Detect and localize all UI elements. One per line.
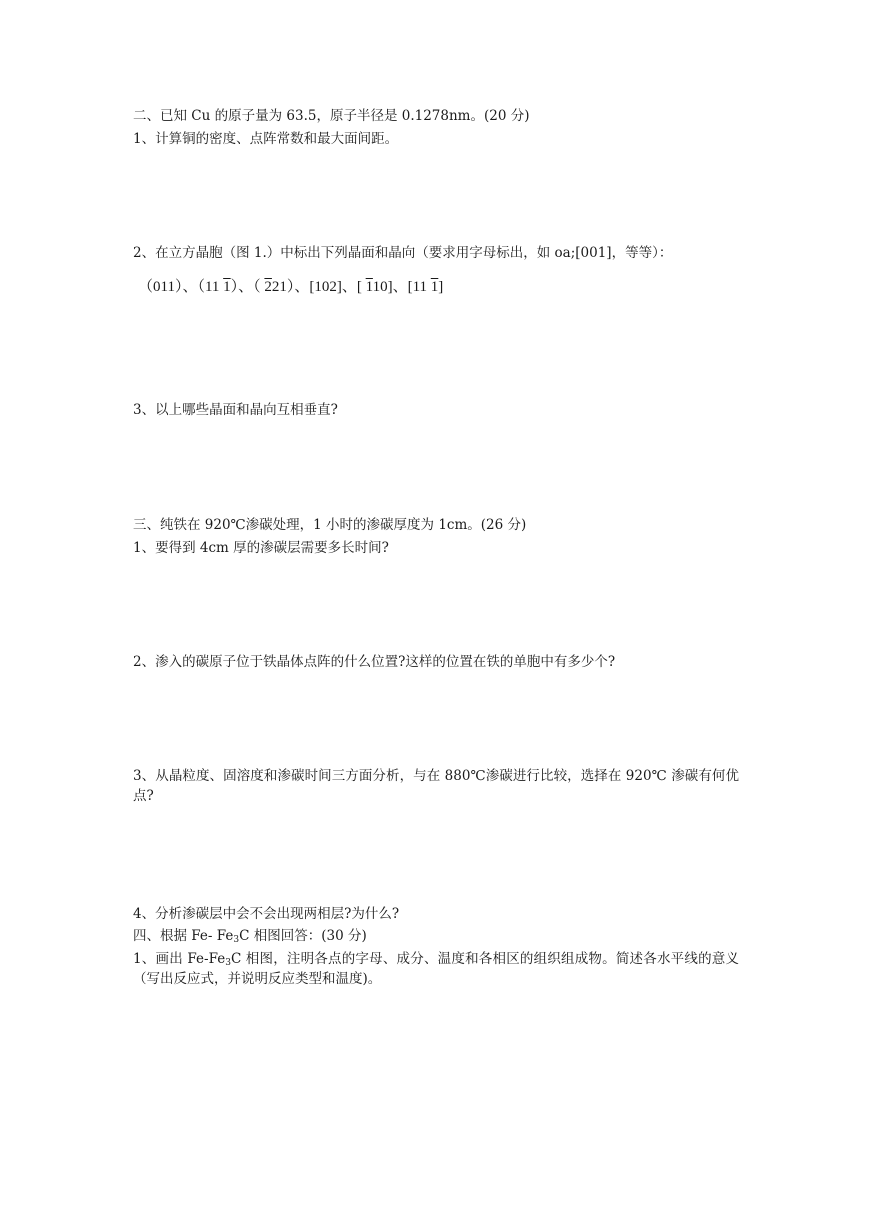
miller-index-part: 10]、[11 [372, 279, 431, 295]
subscript: 3 [225, 958, 231, 968]
subscript: 3 [233, 935, 240, 945]
section-3-question-4: 4、分析渗碳层中会不会出现两相层?为什么? [133, 906, 400, 922]
section-4-heading [133, 926, 367, 946]
section-3-question-1: 1、要得到 4cm 厚的渗碳层需要多长时间? [133, 540, 389, 556]
section-2-question-3: 3、以上哪些晶面和晶向互相垂直? [133, 402, 338, 418]
section-2-question-2: 2、在立方晶胞（图 1.）中标出下列晶面和晶向（要求用字母标出，如 oa;[001]，等等）： [133, 245, 673, 261]
miller-index-part: 21）、[102]、[ [271, 279, 366, 295]
overbar-digit: 1 [430, 279, 439, 295]
miller-index-part: ）、（ [230, 279, 265, 295]
section-2-question-1: 1、计算铜的密度、点阵常数和最大面间距。 [133, 131, 399, 147]
miller-indices-list [138, 277, 443, 297]
overbar-digit: 1 [365, 279, 373, 295]
section-4-question-1 [133, 949, 739, 989]
overbar-digit: 1 [223, 279, 231, 295]
heading-text: C 相图回答：(30 分) [239, 928, 367, 944]
overbar-digit: 2 [264, 279, 272, 295]
miller-index-part: （011）、（11 [138, 279, 224, 295]
question-text: C 相图，注明各点的字母、成分、温度和各相区的组织组成物。简述各水平线的意义（写出反应式，并说明反应类型和温度)。 [133, 951, 739, 987]
section-3-heading: 三、纯铁在 920℃渗碳处理，1 小时的渗碳厚度为 1cm。(26 分) [133, 517, 527, 533]
question-text: 1、画出 Fe-Fe [133, 951, 226, 967]
miller-index-part: ] [438, 279, 444, 295]
section-3-question-2: 2、渗入的碳原子位于铁晶体点阵的什么位置?这样的位置在铁的单胞中有多少个? [133, 654, 616, 670]
heading-text: 四、根据 Fe- Fe [133, 928, 234, 944]
section-3-question-3: 3、从晶粒度、固溶度和渗碳时间三方面分析，与在 880℃渗碳进行比较，选择在 920℃ 渗碳有何优点? [133, 768, 739, 804]
section-2-heading: 二、已知 Cu 的原子量为 63.5，原子半径是 0.1278nm。(20 分) [133, 108, 530, 124]
